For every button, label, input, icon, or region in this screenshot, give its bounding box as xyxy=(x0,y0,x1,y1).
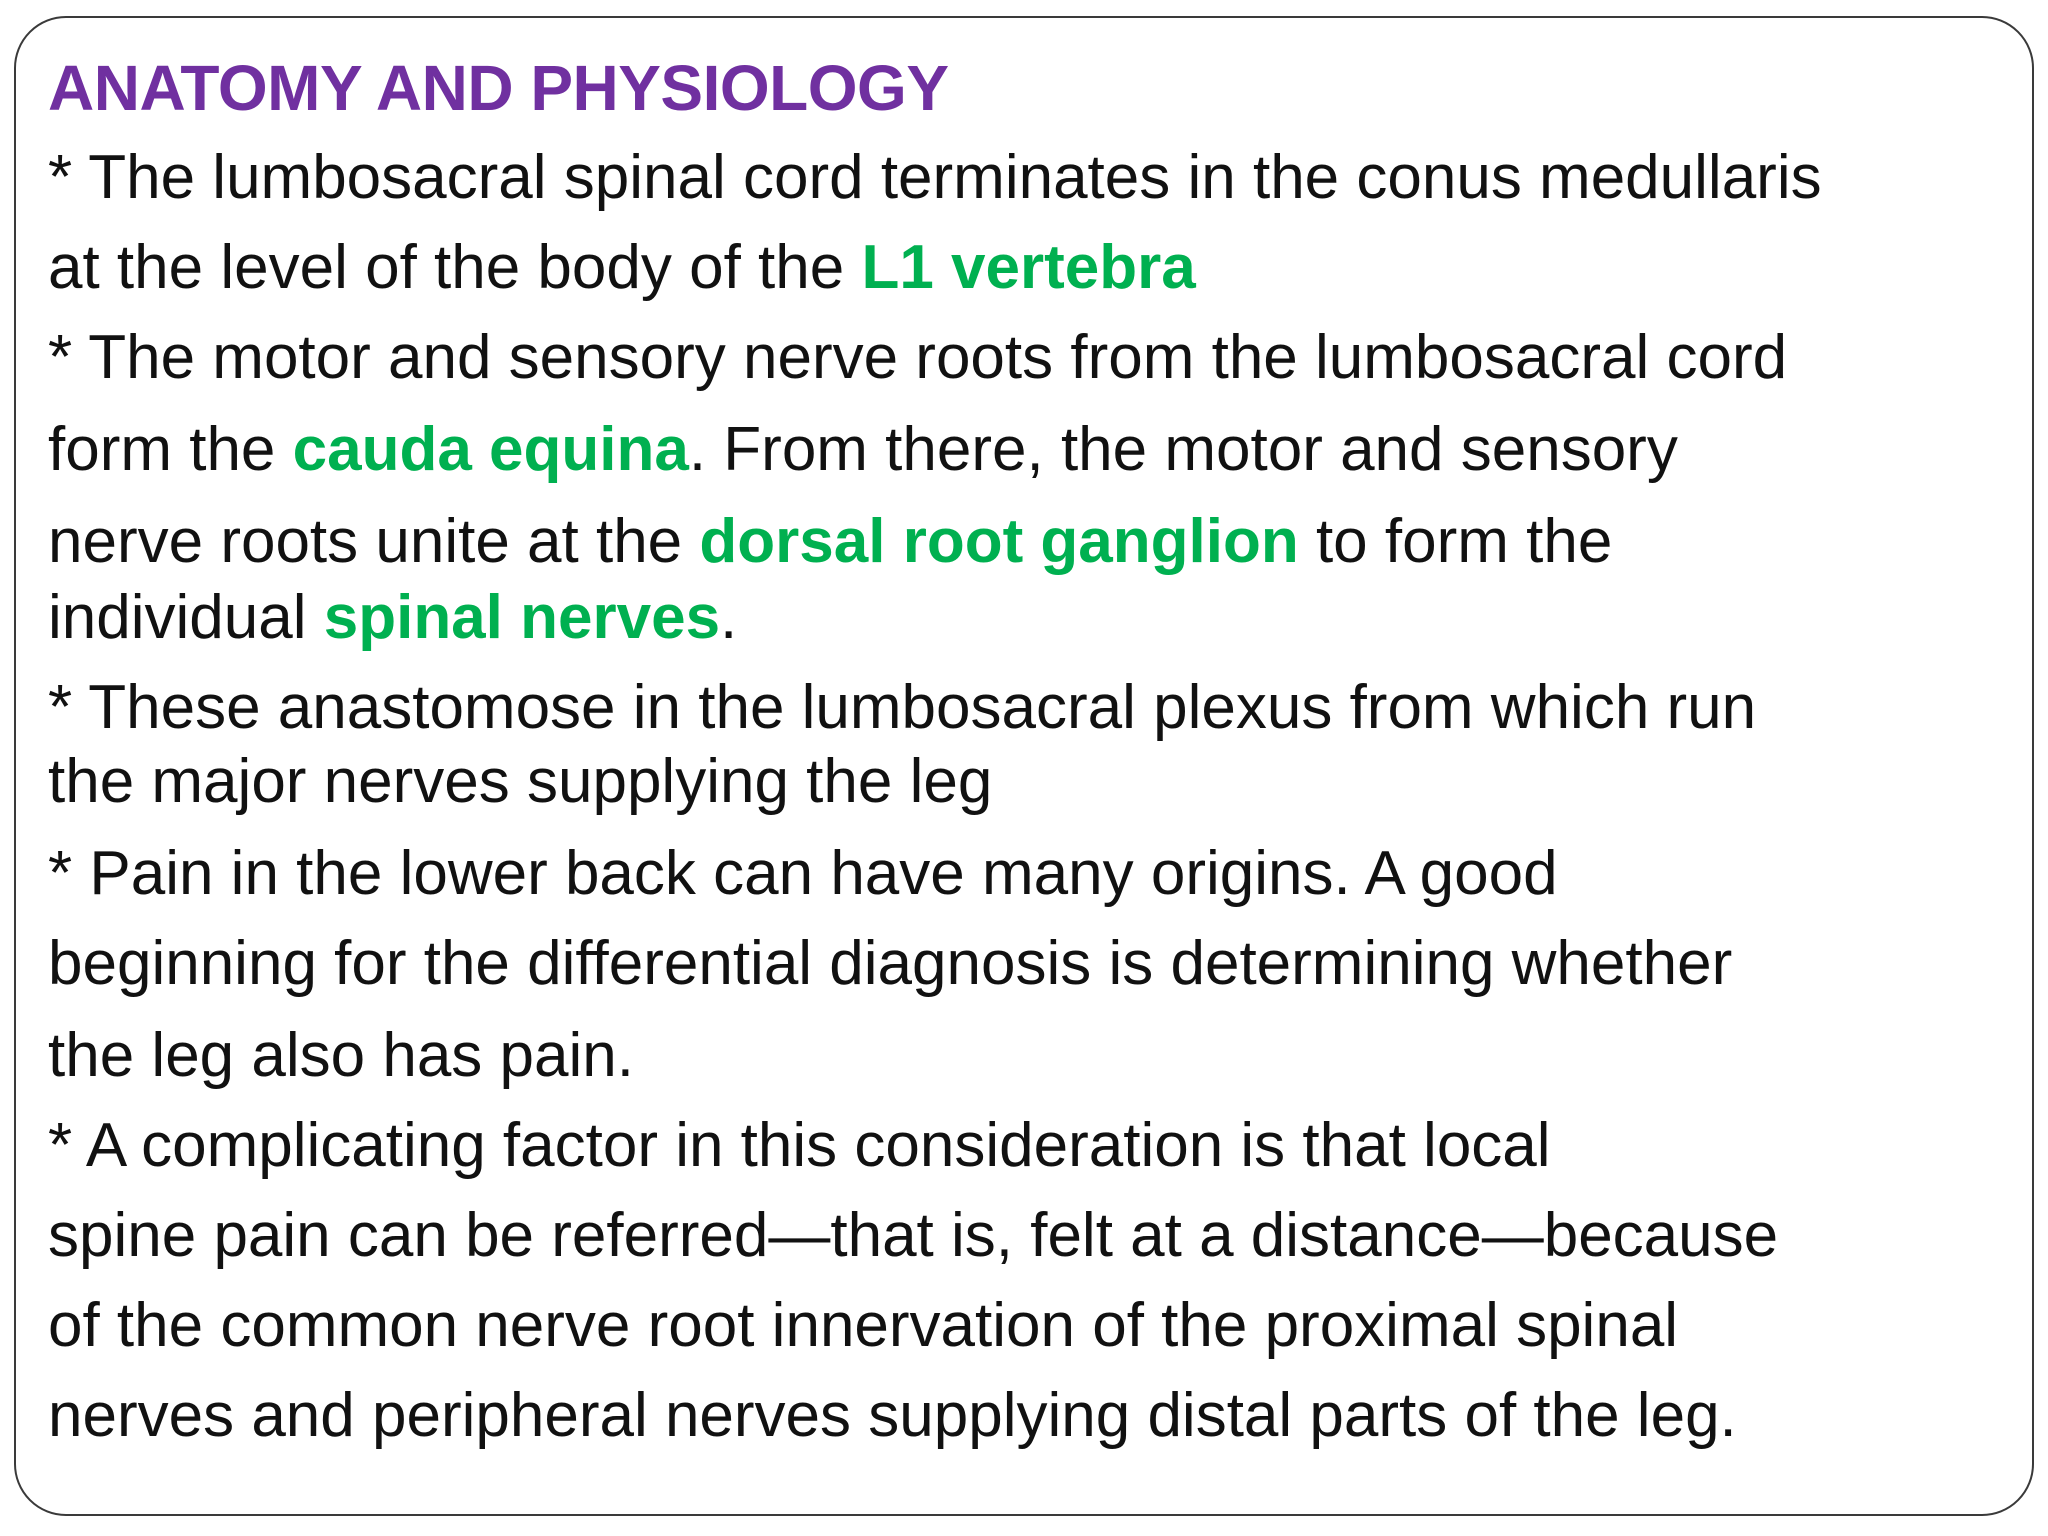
text-segment: * The motor and sensory nerve roots from the lumbosacral cord xyxy=(48,323,1788,392)
text-line xyxy=(48,1198,1778,1274)
text-line xyxy=(48,1108,1551,1184)
text-line xyxy=(48,836,1558,912)
text-segment: * Pain in the lower back can have many origins. A good xyxy=(48,839,1558,908)
text-line xyxy=(48,504,1612,580)
text-segment: spine pain can be referred—that is, felt at a distance—because xyxy=(48,1201,1779,1270)
highlight-term: spinal nerves xyxy=(323,583,721,652)
text-line xyxy=(48,926,1732,1002)
highlight-term: cauda equina xyxy=(292,415,689,484)
text-line xyxy=(48,1018,634,1094)
slide-title: ANATOMY AND PHYSIOLOGY xyxy=(48,52,949,124)
text-segment: * These anastomose in the lumbosacral plexus from which run xyxy=(48,673,1757,742)
text-segment: . From there, the motor and sensory xyxy=(688,415,1678,484)
text-line xyxy=(48,320,1787,396)
text-segment: * The lumbosacral spinal cord terminates in the conus medullaris xyxy=(48,143,1822,212)
text-segment: the leg also has pain. xyxy=(48,1021,634,1090)
text-line xyxy=(48,412,1678,488)
text-segment: . xyxy=(720,583,738,652)
text-line xyxy=(48,580,737,656)
slide xyxy=(14,16,2034,1516)
text-segment: nerve roots unite at the xyxy=(48,507,700,576)
text-segment: at the level of the body of the xyxy=(48,233,862,302)
text-segment: nerves and peripheral nerves supplying distal parts of the leg. xyxy=(48,1381,1737,1450)
text-segment: * A complicating factor in this consideration is that local xyxy=(48,1111,1551,1180)
text-segment: individual xyxy=(48,583,324,652)
text-line xyxy=(48,744,992,820)
text-segment: form the xyxy=(48,415,293,484)
text-line xyxy=(48,1288,1678,1364)
text-line xyxy=(48,1378,1737,1454)
text-line xyxy=(48,230,1196,306)
text-segment: of the common nerve root innervation of the proximal spinal xyxy=(48,1291,1679,1360)
text-segment: beginning for the differential diagnosis is determining whether xyxy=(48,929,1733,998)
highlight-term: L1 vertebra xyxy=(861,233,1196,302)
text-segment: the major nerves supplying the leg xyxy=(48,747,993,816)
highlight-term: dorsal root ganglion xyxy=(699,507,1299,576)
text-line xyxy=(48,140,1822,216)
text-line xyxy=(48,670,1756,746)
text-segment: to form the xyxy=(1298,507,1613,576)
